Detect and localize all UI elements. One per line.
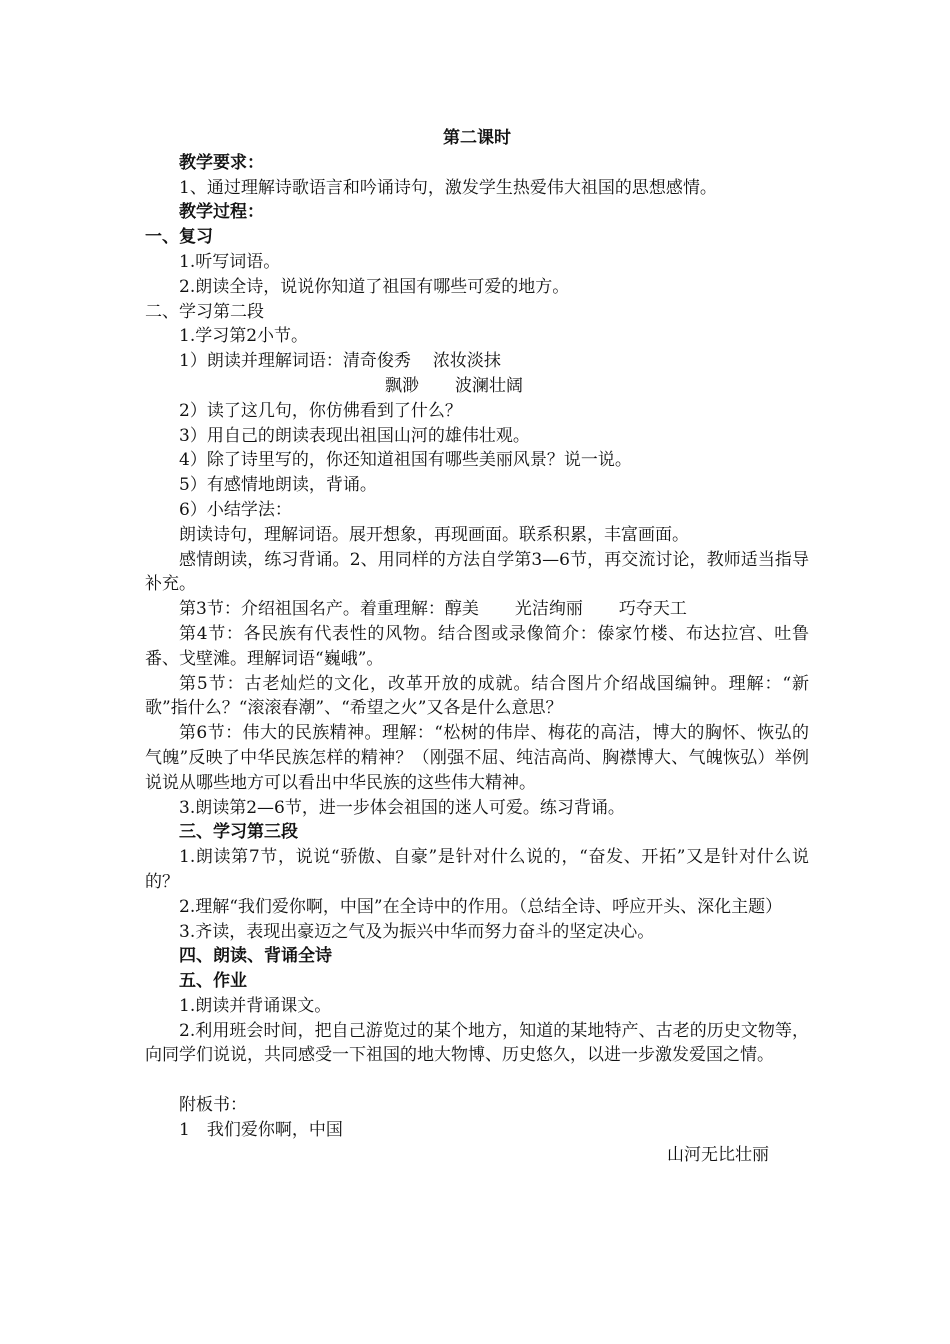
question-4: 4）除了诗里写的，你还知道祖国有哪些美丽风景？说一说。 — [179, 450, 632, 471]
section-5-item-2: 2.利用班会时间，把自己游览过的某个地方，知道的某地特产、古老的历史文物等，向同学们说说，共同感受一下祖国的地大物博、历史悠久，以进一步激发爱国之情。 — [145, 1020, 809, 1066]
board-label: 附板书： — [179, 1095, 247, 1116]
section-3-heading: 三、学习第三段 — [179, 822, 298, 843]
vocab-word: 波澜壮阔 — [455, 375, 523, 396]
section-4-heading: 四、朗读、背诵全诗 — [179, 946, 332, 967]
section-2-item-3: 3.朗读第2—6节，进一步体会祖国的迷人可爱。练习背诵。 — [179, 797, 625, 818]
stanza-3-word: 醇美 — [444, 599, 479, 620]
method-summary-1: 朗读诗句，理解词语。展开想象，再现画面。联系积累，丰富画面。 — [179, 524, 689, 545]
vocab-line-2 — [145, 374, 809, 399]
vocab-word: 浓妆淡抹 — [432, 351, 501, 372]
section-1-item-1: 1.听写词语。 — [179, 251, 281, 272]
stanza-4-note: 第4节：各民族有代表性的风物。结合图或录像简介：傣家竹楼、布达拉宫、吐鲁番、戈壁滩。理解词语“巍峨”。 — [145, 623, 809, 669]
vocab-line-1 — [145, 349, 809, 374]
stanza-6-note: 第6节：伟大的民族精神。理解：“松树的伟岸、梅花的高洁，博大的胸怀、恢弘的气魄”反映了中华民族怎样的精神？（刚强不屈、纯洁高尚、胸襟博大、气魄恢弘）举例说说从哪些地方可以看出中华民族的这些伟大精神。 — [145, 723, 809, 793]
section-5-item-1: 1.朗读并背诵课文。 — [179, 995, 332, 1016]
requirement-1: 1、通过理解诗歌语言和吟诵诗句，激发学生热爱伟大祖国的思想感情。 — [179, 177, 717, 198]
section-2-item-1: 1.学习第2小节。 — [179, 326, 309, 347]
question-6: 6）小结学法： — [179, 499, 292, 520]
stanza-3-word: 巧夺天工 — [618, 599, 687, 620]
stanza-3-text: 第3节：介绍祖国名产。着重理解： — [179, 599, 445, 620]
stanza-5-note: 第5节：古老灿烂的文化，改革开放的成就。结合图片介绍战国编钟。理解：“新歌”指什么？“滚滚春潮”、“希望之火”又各是什么意思？ — [145, 673, 809, 719]
board-line-1: 1 我们爱你啊，中国 — [179, 1119, 343, 1140]
vocab-word: 清奇俊秀 — [342, 351, 411, 372]
section-3-item-3: 3.齐读，表现出豪迈之气及为振兴中华而努力奋斗的坚定决心。 — [179, 921, 655, 942]
board-line-2: 山河无比壮丽 — [667, 1144, 769, 1165]
section-2-heading: 二、学习第二段 — [145, 301, 264, 322]
section-3-item-1: 1.朗读第7节，说说“骄傲、自豪”是针对什么说的，“奋发、开拓”又是针对什么说的？ — [145, 847, 809, 892]
question-2: 2）读了这几句，你仿佛看到了什么？ — [179, 400, 462, 421]
question-5: 5）有感情地朗读，背诵。 — [179, 475, 377, 496]
method-summary-2: 感情朗读，练习背诵。2、用同样的方法自学第3—6节，再交流讨论，教师适当指导补充。 — [145, 549, 809, 595]
section-5-heading: 五、作业 — [179, 971, 247, 992]
requirements-heading: 教学要求： — [179, 152, 264, 173]
vocab-word: 飘渺 — [385, 375, 419, 396]
section-3-item-2: 2.理解“我们爱你啊，中国”在全诗中的作用。（总结全诗、呼应开头、深化主题） — [179, 896, 783, 917]
section-1-heading: 一、复习 — [145, 227, 213, 248]
vocab-label: 1）朗读并理解词语： — [179, 351, 343, 372]
process-heading: 教学过程： — [179, 202, 264, 223]
section-1-item-2: 2.朗读全诗，说说你知道了祖国有哪些可爱的地方。 — [179, 276, 570, 297]
lesson-plan-body — [145, 126, 809, 1167]
question-3: 3）用自己的朗读表现出祖国山河的雄伟壮观。 — [179, 425, 530, 446]
stanza-3-note — [145, 597, 809, 622]
blank-line — [145, 1068, 809, 1093]
lesson-title: 第二课时 — [443, 128, 511, 148]
stanza-3-word: 光洁绚丽 — [514, 599, 583, 620]
